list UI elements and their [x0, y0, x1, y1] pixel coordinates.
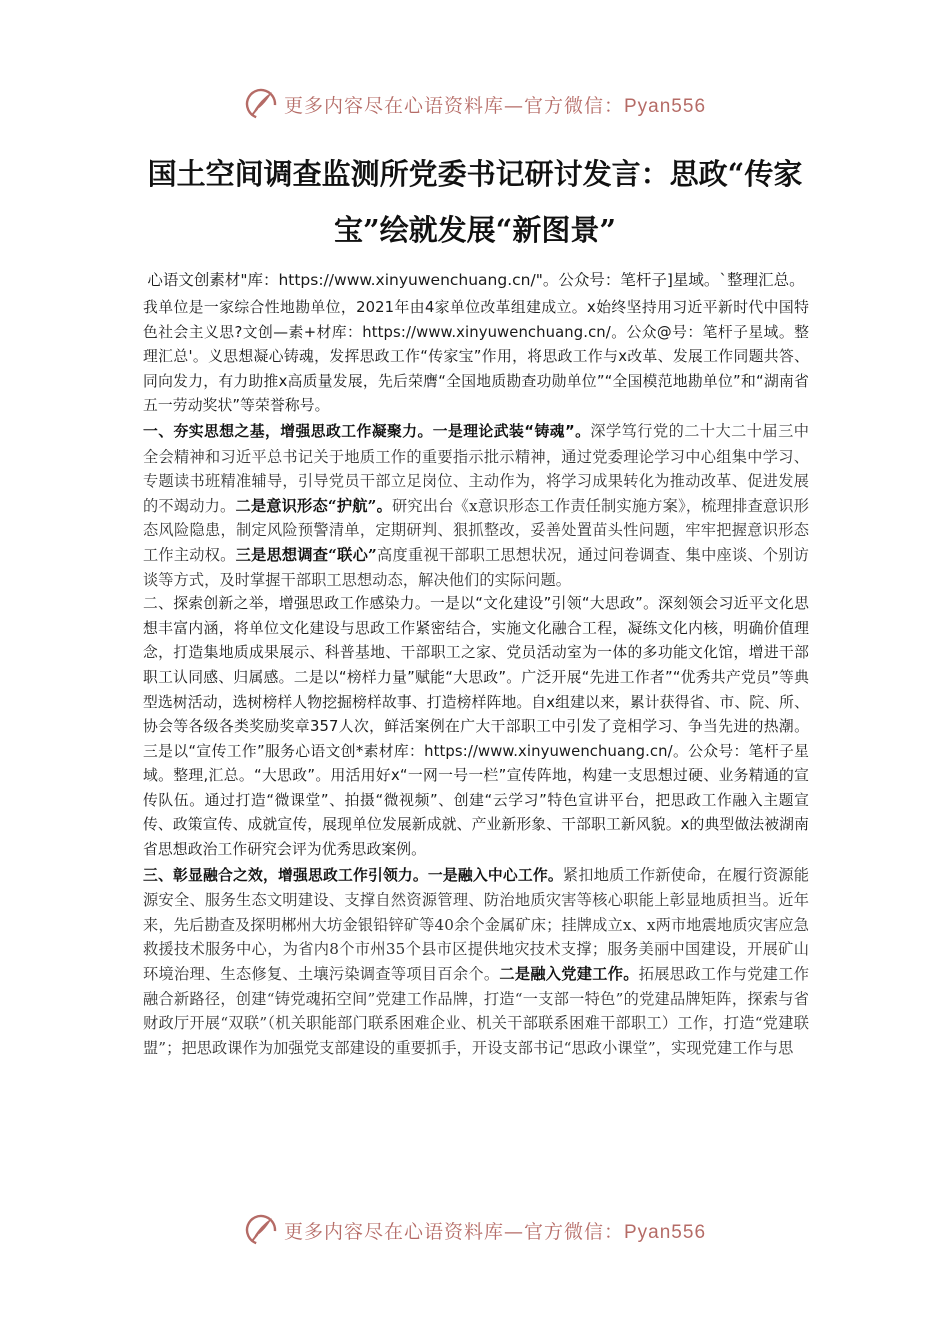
- intro-paragraph: 我单位是一家综合性地勘单位，2021年由4家单位改革组建成立。x始终坚持用习近平新时代中国特色社会主义思?文创—素+材库：https://www.xinyuwenchuang.cn/。公众@号：笔杆子星域。整理汇总'。义思想凝心铸魂，发挥思政工作“传家宝”作用，将思政工作与x改革、发展工作同题共答、同向发力，有力助推x高质量发展，先后荣膺“全国地质勘查功勋单位”“全国模范地勘单位”和“湖南省五一劳动奖状”等荣誉称号。: [143, 299, 809, 415]
- section-3-text-2: 拓展思政工作与党建工作融合新路径，创建“铸党魂拓空间”党建工作品牌，打造“一支部一特色”的党建品牌矩阵，探索与省财政厅开展“双联”（机关职能部门联系困难企业、机关干部联系困难干部职工）工作，打造“党建联盟”；把思政课作为加强党支部建设的重要抓手，开设支部书记“思政小课堂”，实现党建工作与思: [143, 965, 809, 1057]
- quill-circle-logo-icon: [244, 87, 278, 121]
- document-body: [143, 268, 809, 1060]
- source-note: 心语文创素材"库：https://www.xinyuwenchuang.cn/"。公众号：笔杆子]星域。`整理汇总。: [147, 271, 805, 289]
- section-1-text-3: 高度重视干部职工思想状况，通过问卷调查、集中座谈、个别访谈等方式，及时掌握干部职工思想动态，解决他们的实际问题。: [143, 545, 809, 589]
- wechat-id: Pyan556: [624, 1221, 707, 1243]
- section-3-paragraph: [143, 863, 809, 1061]
- wechat-id: Pyan556: [624, 95, 707, 117]
- section-1-subheading-2: 二是意识形态“护航”。: [235, 496, 392, 515]
- section-1-heading: 一、夯实思想之基，增强思政工作凝聚力。一是理论武装“铸魂”。: [143, 422, 591, 440]
- quill-circle-logo-icon: [244, 1213, 278, 1247]
- section-3-subheading-2: 二是融入党建工作。: [499, 965, 639, 984]
- banner-text: 更多内容尽在心语资料库—官方微信：Pyan556: [283, 94, 707, 117]
- banner-text: 更多内容尽在心语资料库—官方微信：Pyan556: [283, 1220, 707, 1243]
- header-banner: [0, 82, 950, 126]
- document-title: 国土空间调查监测所党委书记研讨发言：思政“传家宝”绘就发展“新图景”: [147, 157, 803, 247]
- footer-banner: [0, 1208, 950, 1252]
- section-1-subheading-3: 三是思想调查“联心”: [235, 545, 377, 564]
- section-2-paragraph: 二、探索创新之举，增强思政工作感染力。一是以“文化建设”引领“大思政”。深刻领会习近平文化思想丰富内涵，将单位文化建设与思政工作紧密结合，实施文化融合工程，凝练文化内核，明确价值理念，打造集地质成果展示、科普基地、干部职工之家、党员活动室为一体的多功能文化馆，增进干部职工认同感、归属感。二是以“榜样力量”赋能“大思政”。广泛开展“先进工作者”“优秀共产党员”等典型选树活动，选树榜样人物挖掘榜样故事、打造榜样阵地。自x组建以来，累计获得省、市、院、所、协会等各级各类奖励奖章357人次，鲜活案例在广大干部职工中引发了竞相学习、争当先进的热潮。三是以“宣传工作”服务心语文创*素材库：https://www.xinyuwenchuang.cn/。公众号：笔杆子星域。整理,汇总。“大思政”。用活用好x“一网一号一栏”宣传阵地，构建一支思想过硬、业务精通的宣传队伍。通过打造“微课堂”、拍摄“微视频”、创建“云学习”特色宣讲平台，把思政工作融入主题宣传、政策宣传、成就宣传，展现单位发展新成就、产业新形象、干部职工新风貌。x的典型做法被湖南省思想政治工作研究会评为优秀思政案例。: [143, 595, 809, 859]
- section-1-paragraph: [143, 419, 809, 592]
- section-1-text-2: 研究出台《x意识形态工作责任制实施方案》，梳理排查意识形态风险隐患，制定风险预警清单，定期研判、狠抓整改，妥善处置苗头性问题，牢牢把握意识形态工作主动权。: [143, 496, 810, 564]
- section-3-text-1: 紧扣地质工作新使命，在履行资源能源安全、服务生态文明建设、支撑自然资源管理、防治地质灾害等核心职能上彰显地质担当。近年来，先后勘查及探明郴州大坊金银铅锌矿等40余个金属矿床；挂牌成立x、x两市地震地质灾害应急救援技术服务中心，为省内8个市州35个县市区提供地灾技术支撑；服务美丽中国建设，开展矿山环境治理、生态修复、土壤污染调查等项目百余个。: [143, 865, 809, 984]
- section-3-heading: 三、彰显融合之效，增强思政工作引领力。一是融入中心工作。: [143, 866, 563, 884]
- section-1-text-1: 深学笃行党的二十大二十届三中全会精神和习近平总书记关于地质工作的重要指示批示精神，通过党委理论学习中心组集中学习、专题读书班精准辅导，引导党员干部立足岗位、主动作为，将学习成果转化为推动改革、促进发展的不竭动力。: [143, 421, 809, 515]
